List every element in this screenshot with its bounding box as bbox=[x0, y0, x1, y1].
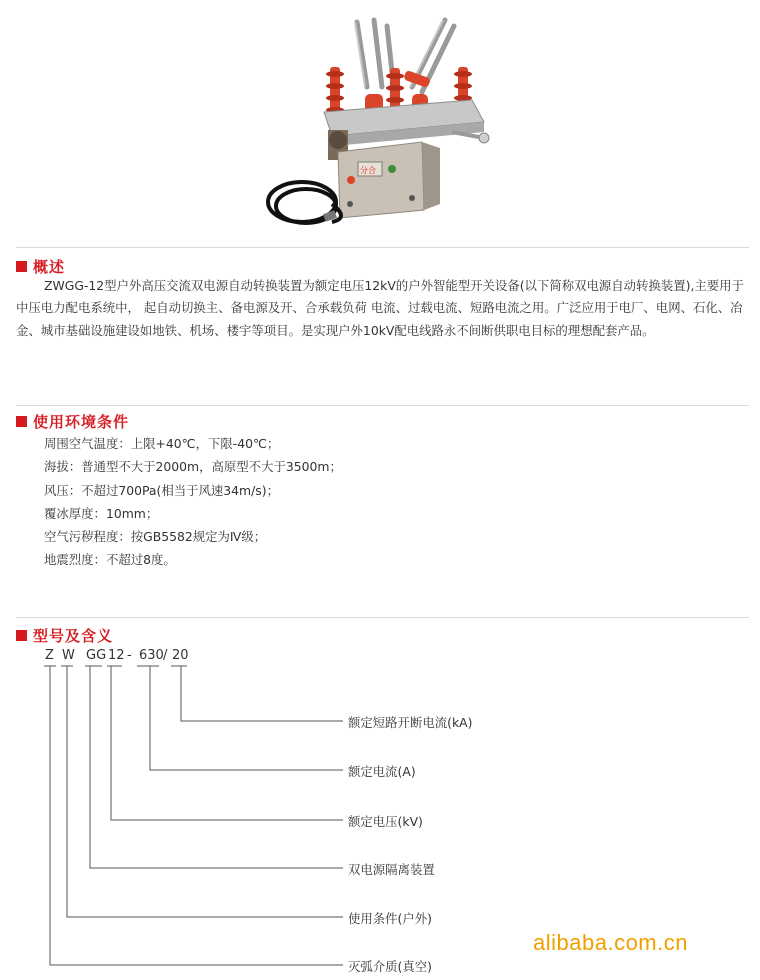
list-item: 海拔：普通型不大于2000m，高原型不大于3500m； bbox=[44, 459, 342, 475]
overview-text: ZWGG-12型户外高压交流双电源自动转换装置为额定电压12kV的户外智能型开关设备(以下简称双电源自动转换装置),主要用于中压电力配电系统中， 起自动切换主、备电源及开、合承载负荷 电流、过载电流、短路电流之用。广泛应用于电厂、电网、石化、冶金、城市基础设施建设如地铁、机场、楼宇等项目。是实现户外10kV配电线路永不间断供职电目标的理想配套产品。 bbox=[16, 278, 744, 338]
overview-paragraph bbox=[16, 275, 749, 342]
model-label-breaking-current: 额定短路开断电流(kA) bbox=[348, 715, 473, 730]
model-label-usage: 使用条件(户外) bbox=[348, 911, 433, 926]
environment-list bbox=[44, 432, 342, 572]
model-code-part: 20 bbox=[172, 648, 189, 663]
divider bbox=[16, 247, 749, 248]
product-photo bbox=[262, 12, 498, 234]
divider bbox=[16, 617, 749, 618]
list-item: 地震烈度：不超过8度。 bbox=[44, 552, 176, 568]
model-code-part: W bbox=[62, 648, 75, 663]
list-item: 空气污秽程度：按GB5582规定为Ⅳ级； bbox=[44, 529, 267, 545]
list-item: 覆冰厚度：10mm； bbox=[44, 505, 159, 521]
section-title: 型号及含义 bbox=[33, 626, 114, 645]
model-label-rated-current: 额定电流(A) bbox=[348, 764, 416, 779]
square-bullet-icon bbox=[16, 630, 27, 641]
model-code-part: 12 bbox=[108, 648, 125, 663]
divider bbox=[16, 405, 749, 406]
section-title: 概述 bbox=[33, 257, 66, 276]
model-label-arc-medium: 灭弧介质(真空) bbox=[348, 959, 433, 974]
watermark: alibaba.com.cn bbox=[533, 930, 688, 955]
list-item: 周围空气温度：上限+40℃，下限-40℃； bbox=[44, 436, 280, 451]
model-diagram bbox=[0, 640, 760, 980]
model-code-part: Z bbox=[45, 648, 54, 663]
model-code-part: 630 bbox=[139, 648, 164, 663]
section-heading-environment bbox=[16, 411, 129, 431]
model-label-rated-voltage: 额定电压(kV) bbox=[348, 814, 423, 829]
model-code-part: / bbox=[163, 648, 168, 663]
model-label-dual-source: 双电源隔离装置 bbox=[348, 862, 435, 877]
square-bullet-icon bbox=[16, 261, 27, 272]
model-code-part: - bbox=[127, 648, 132, 663]
model-code-part: GG bbox=[86, 648, 107, 663]
list-item: 风压：不超过700Pa(相当于风速34m/s)； bbox=[44, 482, 279, 498]
square-bullet-icon bbox=[16, 416, 27, 427]
panel-label: 分合 bbox=[360, 166, 376, 175]
section-title: 使用环境条件 bbox=[33, 412, 130, 431]
section-heading-overview bbox=[16, 256, 65, 276]
